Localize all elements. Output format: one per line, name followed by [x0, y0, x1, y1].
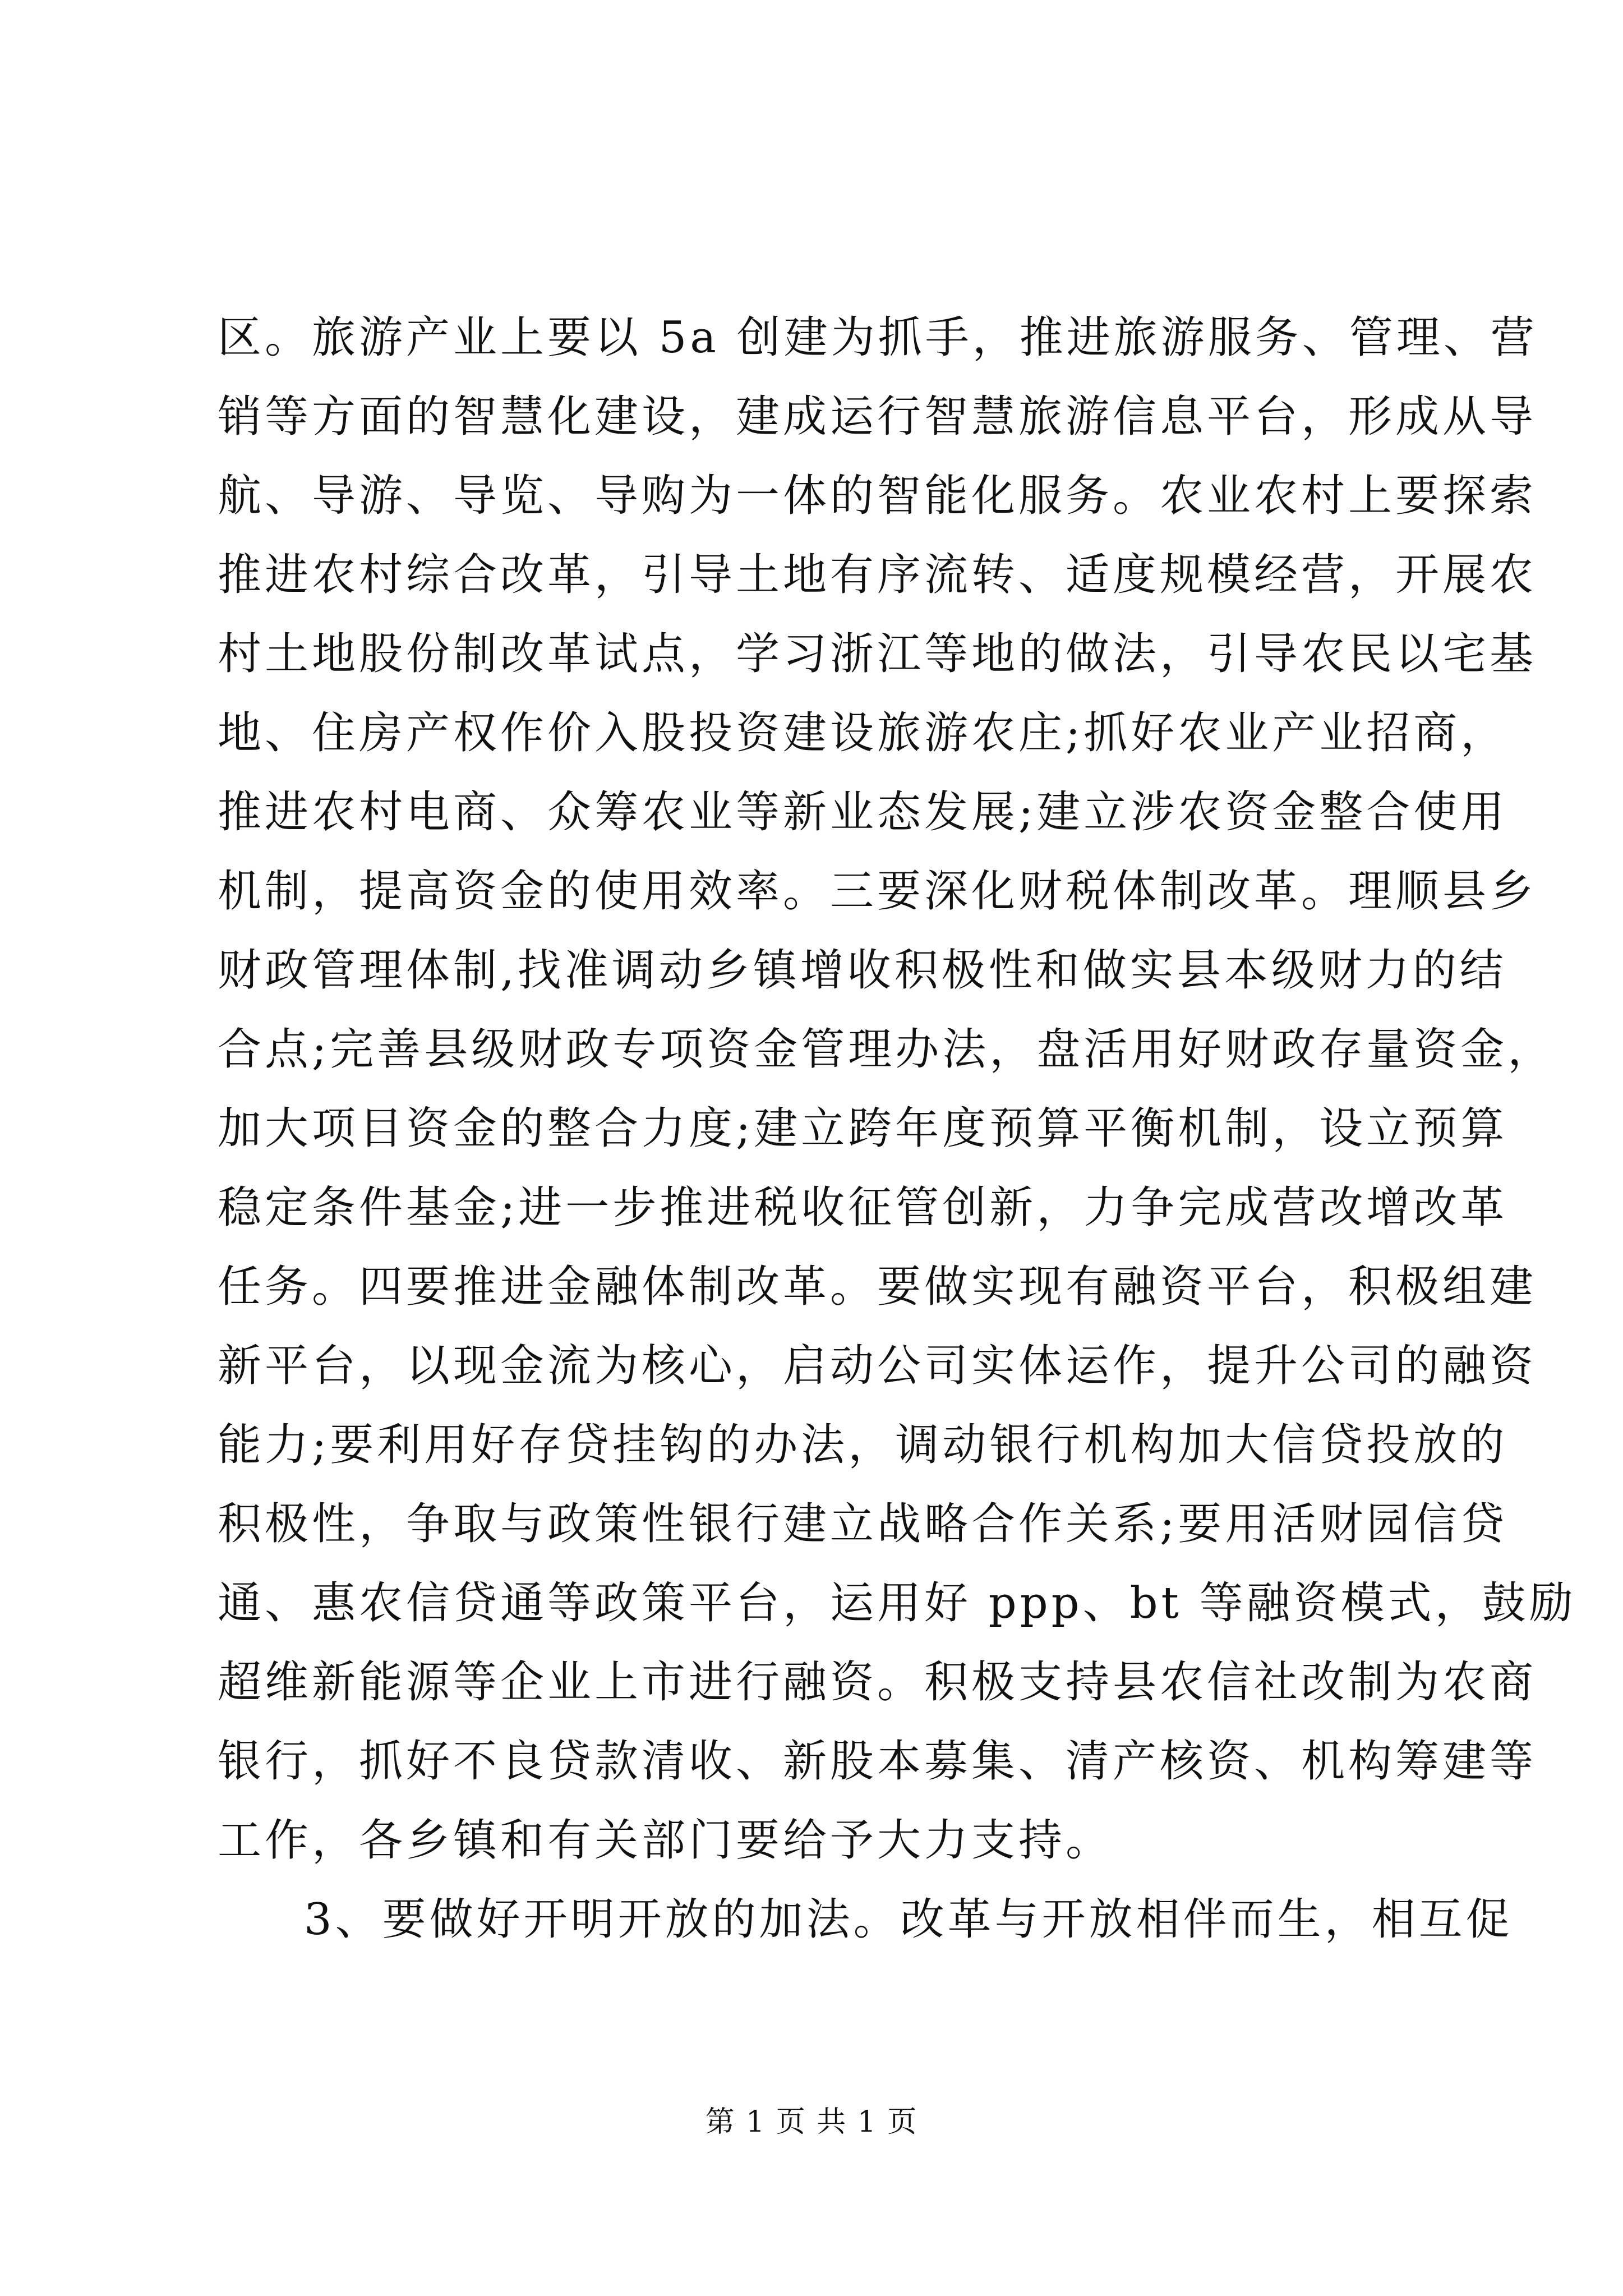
text-line: 能力;要利用好存贷挂钩的办法，调动银行机构加大信贷投放的: [218, 1420, 1508, 1470]
text-line: 区。旅游产业上要以 5a 创建为抓手，推进旅游服务、管理、营: [218, 312, 1538, 363]
text-line: 工作，各乡镇和有关部门要给予大力支持。: [218, 1815, 1113, 1866]
body-text: [218, 298, 1576, 1959]
text-line: 积极性，争取与政策性银行建立战略合作关系;要用活财园信贷: [218, 1499, 1508, 1549]
text-line: 任务。四要推进金融体制改革。要做实现有融资平台，积极组建: [218, 1262, 1537, 1312]
text-line: 地、住房产权作价入股投资建设旅游农庄;抓好农业产业招商，: [218, 708, 1508, 758]
paragraph-start-line: 3、要做好开明开放的加法。改革与开放相伴而生，相互促: [304, 1894, 1513, 1945]
text-line: 稳定条件基金;进一步推进税收征管创新，力争完成营改增改革: [218, 1182, 1508, 1233]
text-line: 机制，提高资金的使用效率。三要深化财税体制改革。理顺县乡: [218, 866, 1537, 917]
text-line: 通、惠农信贷通等政策平台，运用好 ppp、bt 等融资模式，鼓励: [218, 1578, 1576, 1628]
text-line: 航、导游、导览、导购为一体的智能化服务。农业农村上要探索: [218, 471, 1537, 521]
page-footer: 第 1 页 共 1 页: [705, 2105, 918, 2139]
text-line: 合点;完善县级财政专项资金管理办法，盘活用好财政存量资金，: [218, 1024, 1555, 1075]
text-line: 销等方面的智慧化建设，建成运行智慧旅游信息平台，形成从导: [218, 392, 1537, 442]
text-line: 推进农村电商、众筹农业等新业态发展;建立涉农资金整合使用: [218, 787, 1508, 838]
text-line: 新平台，以现金流为核心，启动公司实体运作，提升公司的融资: [218, 1341, 1537, 1391]
text-line: 加大项目资金的整合力度;建立跨年度预算平衡机制，设立预算: [218, 1103, 1508, 1154]
text-line: 村土地股份制改革试点，学习浙江等地的做法，引导农民以宅基: [218, 629, 1537, 679]
text-line: 超维新能源等企业上市进行融资。积极支持县农信社改制为农商: [218, 1657, 1537, 1708]
text-line: 银行，抓好不良贷款清收、新股本募集、清产核资、机构筹建等: [218, 1736, 1537, 1787]
text-line: 财政管理体制,找准调动乡镇增收积极性和做实县本级财力的结: [218, 945, 1507, 996]
text-line: 推进农村综合改革，引导土地有序流转、适度规模经营，开展农: [218, 550, 1537, 600]
